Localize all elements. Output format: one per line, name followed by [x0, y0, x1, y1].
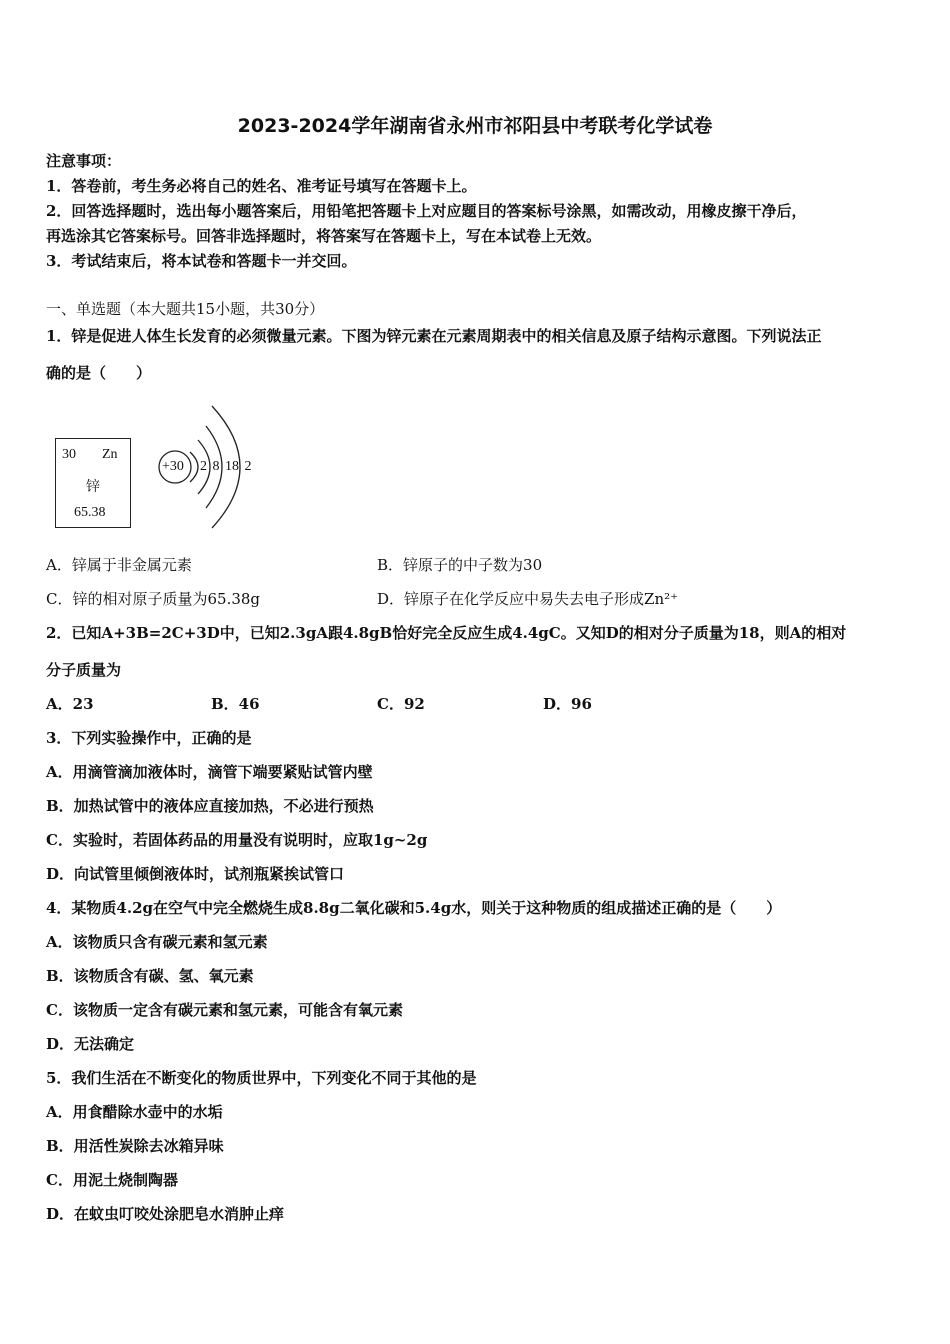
element-symbol: Zn — [102, 447, 118, 462]
q2-option-d: D．96 — [543, 695, 592, 713]
q4-option: A．该物质只含有碳元素和氢元素 — [46, 933, 268, 951]
q1-option-b: B．锌原子的中子数为30 — [377, 556, 543, 574]
q1-option-d: D．锌原子在化学反应中易失去电子形成Zn²⁺ — [377, 590, 679, 608]
q5-option: A．用食醋除水壶中的水垢 — [46, 1103, 223, 1121]
q4-option: C．该物质一定含有碳元素和氢元素，可能含有氧元素 — [46, 1001, 403, 1019]
notice-item: 2．回答选择题时，选出每小题答案后，用铅笔把答题卡上对应题目的答案标号涂黑，如需改动，用橡皮擦干净后， — [46, 202, 807, 220]
periodic-element-card — [55, 438, 131, 528]
q1-option-c: C．锌的相对原子质量为65.38g — [46, 590, 261, 608]
q4-option: B．该物质含有碳、氢、氧元素 — [46, 967, 254, 985]
notice-item: 3．考试结束后，将本试卷和答题卡一并交回。 — [46, 252, 357, 270]
q3-option: B．加热试管中的液体应直接加热，不必进行预热 — [46, 797, 374, 815]
electron-shells: 2 8 18 2 — [200, 459, 252, 474]
q2-stem-cont: 分子质量为 — [46, 661, 122, 679]
q5-option: C．用泥土烧制陶器 — [46, 1171, 178, 1189]
q5-option: D．在蚊虫叮咬处涂肥皂水消肿止痒 — [46, 1205, 285, 1223]
section-heading: 一、单选题（本大题共15小题，共30分） — [46, 300, 325, 318]
q4-stem: 4．某物质4.2g在空气中完全燃烧生成8.8g二氧化碳和5.4g水，则关于这种物质的组成描述正确的是（ ） — [46, 899, 782, 917]
q5-stem: 5．我们生活在不断变化的物质世界中，下列变化不同于其他的是 — [46, 1069, 477, 1087]
q4-option: D．无法确定 — [46, 1035, 135, 1053]
q5-option: B．用活性炭除去冰箱异味 — [46, 1137, 224, 1155]
q3-stem: 3．下列实验操作中，正确的是 — [46, 729, 252, 747]
page-title: 2023-2024学年湖南省永州市祁阳县中考联考化学试卷 — [237, 115, 713, 137]
q1-stem-cont: 确的是（ ） — [46, 364, 152, 382]
atomic-number: 30 — [62, 447, 76, 462]
atom-structure-diagram — [150, 396, 270, 536]
q3-option: D．向试管里倾倒液体时，试剂瓶紧挨试管口 — [46, 865, 345, 883]
q3-option: A．用滴管滴加液体时，滴管下端要紧贴试管内壁 — [46, 763, 373, 781]
q1-stem: 1．锌是促进人体生长发育的必须微量元素。下图为锌元素在元素周期表中的相关信息及原子结构示意图。下列说法正 — [46, 327, 822, 345]
element-name: 锌 — [86, 480, 100, 495]
notice-item: 再选涂其它答案标号。回答非选择题时，将答案写在答题卡上，写在本试卷上无效。 — [46, 227, 602, 245]
q2-option-c: C．92 — [377, 695, 425, 713]
q2-option-a: A．23 — [46, 695, 94, 713]
atomic-mass: 65.38 — [74, 505, 106, 520]
q2-stem: 2．已知A+3B=2C+3D中，已知2.3gA跟4.8gB恰好完全反应生成4.4gC。又知D的相对分子质量为18，则A的相对 — [46, 624, 847, 642]
q2-option-b: B．46 — [211, 695, 260, 713]
notice-item: 1．答卷前，考生务必将自己的姓名、准考证号填写在答题卡上。 — [46, 177, 477, 195]
nucleus-charge: +30 — [162, 459, 184, 474]
notice-heading: 注意事项： — [46, 152, 122, 170]
q3-option: C．实验时，若固体药品的用量没有说明时，应取1g~2g — [46, 831, 428, 849]
q1-option-a: A．锌属于非金属元素 — [46, 556, 192, 574]
